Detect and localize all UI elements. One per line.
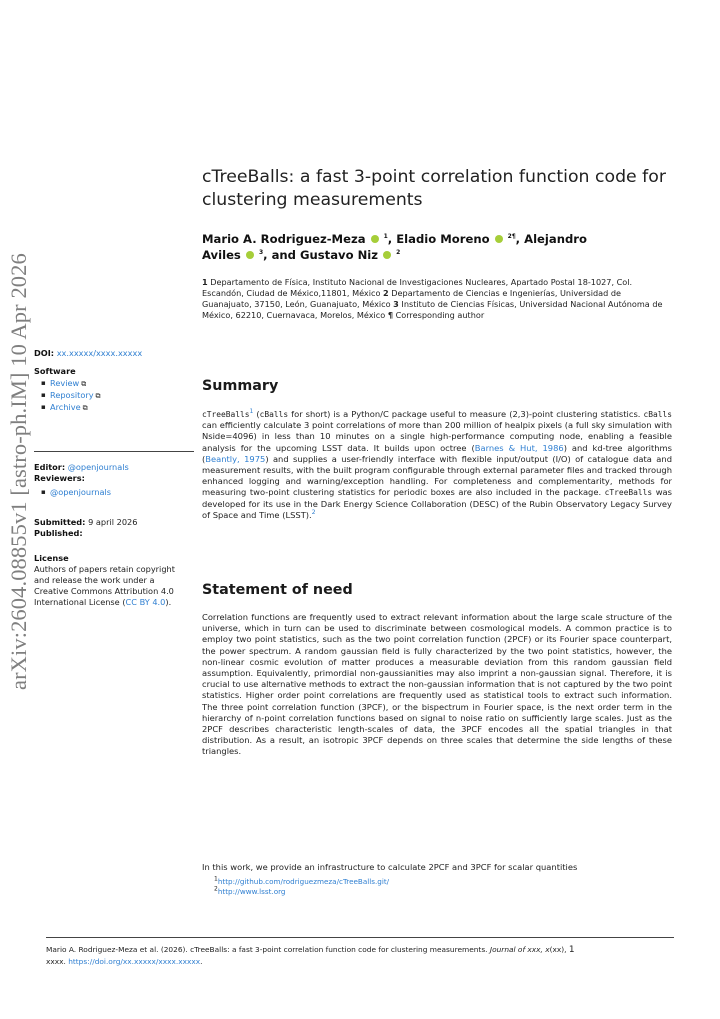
summary-paragraph <box>202 409 672 521</box>
footnote <box>214 877 389 887</box>
software-item <box>34 390 194 402</box>
sidebar-software <box>34 366 194 414</box>
orcid-icon[interactable] <box>246 251 254 259</box>
license-end: ). <box>165 597 172 607</box>
footer-journal: Journal of xxx, x <box>489 945 550 954</box>
paper-title: cTreeBalls: a fast 3-point correlation function code for clustering measurements <box>202 167 666 210</box>
sidebar-divider <box>34 451 194 452</box>
summary-heading: Summary <box>202 378 279 394</box>
author-name: Aviles <box>202 247 241 262</box>
submitted-label: Submitted: <box>34 517 86 527</box>
author-name: Eladio Moreno <box>396 232 490 246</box>
repository-link[interactable]: Repository <box>50 390 94 400</box>
editor-label: Editor: <box>34 462 66 472</box>
author-name: Alejandro <box>524 232 587 246</box>
author-affil-sup: 1 <box>383 233 388 241</box>
affil-text: Instituto de Ciencias Físicas, Universidad Nacional Autónoma de México, 62210, Cuernavaca, Morelos, México <box>202 299 663 321</box>
arxiv-stamp: arXiv:2604.08855v1 [astro-ph.IM] 10 Apr 2026 <box>6 253 31 690</box>
sidebar-editor <box>34 462 194 498</box>
archive-link[interactable]: Archive <box>50 402 81 412</box>
text-run: for short) is a Python/C package useful to measure (2,3)-point clustering statistics. <box>288 409 644 419</box>
code-name: cBalls <box>643 410 672 419</box>
author-affil-sup: 3 <box>258 248 264 256</box>
footer-end: . <box>200 957 203 966</box>
sidebar-dates <box>34 517 194 539</box>
footnote-ref[interactable]: 2 <box>311 508 316 516</box>
need-paragraph-2: In this work, we provide an infrastructure to calculate 2PCF and 3PCF for scalar quantities <box>202 862 578 872</box>
affil-num: 3 <box>393 299 399 310</box>
code-name: cBalls <box>259 410 289 419</box>
author-separator: , and <box>263 247 300 262</box>
footer-pages: xxxx. <box>46 957 69 966</box>
review-link[interactable]: Review <box>50 378 80 388</box>
affiliations <box>202 277 672 321</box>
citation-link[interactable]: Beantly, 1975 <box>205 453 266 464</box>
published-label: Published: <box>34 528 83 538</box>
license-link[interactable]: CC BY 4.0 <box>125 597 166 607</box>
software-item <box>34 402 194 414</box>
footnote-num: 2 <box>214 885 218 893</box>
code-name: cTreeBalls <box>202 410 250 419</box>
orcid-icon[interactable] <box>383 251 391 259</box>
text-run: was developed for its use in the Dark Energy Science Collaboration (DESC) of the Rubin Observatory Legacy Survey of Space and Time (LSST). <box>202 487 673 520</box>
code-name: cTreeBalls <box>604 488 653 498</box>
footer-doi-link[interactable]: https://doi.org/xx.xxxxx/xxxx.xxxxx <box>68 957 201 966</box>
reviewers-label: Reviewers: <box>34 473 85 483</box>
page-number: 1 <box>568 945 575 955</box>
text-run: ) and supplies a user-friendly interface with flexible input/output (I/O) of catalogue data and measurement results, with the built program configurable through external parameter files and tracked through enhanced logging and warning/exception handling. For completeness and complementarity, methods for measuring two-point clustering statistics for periodic boxes are also included in the package. <box>202 453 672 498</box>
submitted-date: 9 april 2026 <box>88 517 138 527</box>
footnote <box>214 887 285 897</box>
affil-num: 1 <box>202 277 208 287</box>
author-name: Gustavo Niz <box>299 247 379 262</box>
orcid-icon[interactable] <box>371 235 379 243</box>
doi-label: DOI: <box>34 348 55 358</box>
affil-text: Corresponding author <box>395 310 485 321</box>
affil-num: 2 <box>383 288 389 299</box>
footnote-link[interactable]: http://github.com/rodriguezmeza/cTreeBalls.git/ <box>217 877 390 886</box>
text-run: can efficiently calculate 3 point correlations of more than 200 million of healpix pixels (a full sky simulation with Nside=4096) in less than 10 minutes on a single high-performance computing node, enabling a feasible analysis for the upcoming LSST data. It builds upon octree ( <box>202 420 672 453</box>
footer-divider <box>46 937 674 938</box>
sidebar-license <box>34 553 182 608</box>
footnote-ref[interactable]: 1 <box>249 408 254 416</box>
citation-link[interactable]: Barnes & Hut, 1986 <box>474 442 564 453</box>
footnote-link[interactable]: http://www.lsst.org <box>217 887 286 896</box>
footnote-num: 1 <box>214 875 218 883</box>
license-text: Authors of papers retain copyright and release the work under a Creative Commons Attribution 4.0 International License ( <box>34 564 175 607</box>
external-link-icon: ⧉ <box>82 404 88 412</box>
text-run: ) and kd-tree algorithms ( <box>202 442 672 464</box>
software-item <box>34 378 194 390</box>
editor-link[interactable]: @openjournals <box>67 462 129 472</box>
text-run: ( <box>253 409 260 419</box>
author-list: Mario A. Rodriguez-Meza $^1$, Eladio Moreno $^{2\P}$, Alejandro Aviles $^3$, and Gustavo Niz $^2$ <box>202 232 587 262</box>
external-link-icon: ⧉ <box>95 392 101 400</box>
author-name: Mario A. Rodriguez-Meza <box>202 232 366 246</box>
sidebar-doi <box>34 348 194 359</box>
affil-num: ¶ <box>387 310 393 321</box>
reviewer-link[interactable]: @openjournals <box>50 487 112 497</box>
affil-text: Departamento de Ciencias e Ingenierías, Universidad de Guanajuato, 37150, León, Guanajuato, México <box>202 288 622 310</box>
author-affil-sup: 2¶ <box>507 233 516 241</box>
reviewer-item <box>34 487 194 498</box>
need-paragraph: Correlation functions are frequently used to extract relevant information about the large scale structure of the universe, which in turn can be used to discriminate between cosmological models. A common practice is to employ two point statistics, such as the two point correlation function (2PCF) or its Fourier space counterpart, the power spectrum. A random gaussian field is fully characterized by the two point statistics, however, the non-linear cosmic evolution of matter produces a measurable deviation from this random gaussian field assumption. Equivalently, primordial non-gaussianities may also imprint a non-gaussian signal. Therefore, it is crucial to use alternative methods to extract the non-gaussian information that is not captured by the two point statistics. Higher order point correlations are frequently used as statistical tools to extract such information. The three point correlation function (3PCF), or the bispectrum in Fourier space, is the next order term in the hierarchy of n-point correlation functions based on signal to noise ratio on sufficiently large scales. Just as the 2PCF describes characteristic length-scales of data, the 3PCF encodes all the spatial triangles in that distribution. As a result, an isotropic 3PCF depends on three scales that determine the side lengths of these triangles. <box>202 612 672 757</box>
author-affil-sup: 2 <box>396 248 401 256</box>
affil-text: Departamento de Física, Instituto Nacional de Investigaciones Nucleares, Apartado Postal 18-1027, Col. Escandón, Ciudad de México,11801, México <box>202 277 633 299</box>
page-footer <box>46 944 674 967</box>
footer-volume: (xx), <box>549 945 569 954</box>
doi-link[interactable]: xx.xxxxx/xxxx.xxxxx <box>56 348 143 358</box>
need-heading: Statement of need <box>202 582 353 598</box>
orcid-icon[interactable] <box>495 235 503 243</box>
footer-citation: Mario A. Rodriguez-Meza et al. (2026). cTreeBalls: a fast 3-point correlation function code for clustering measurements. <box>46 945 490 954</box>
license-label: License <box>34 553 69 563</box>
software-label: Software <box>34 366 76 376</box>
external-link-icon: ⧉ <box>81 380 87 388</box>
